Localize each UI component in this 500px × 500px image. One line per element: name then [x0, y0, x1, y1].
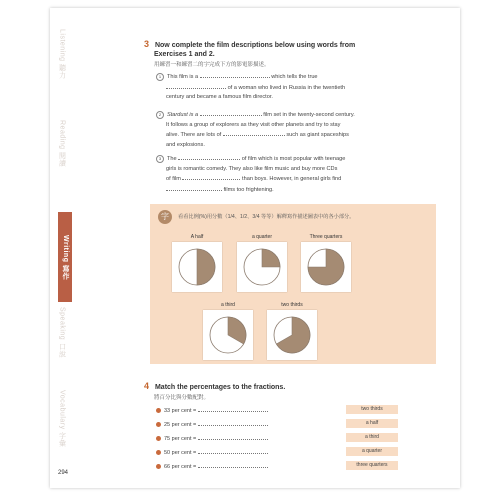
match-item-label: 33 per cent = — [164, 408, 197, 414]
pie-card — [237, 242, 287, 292]
pie-chart-half — [172, 242, 222, 292]
answer-blank[interactable] — [182, 174, 240, 180]
pie-label: A half — [190, 234, 204, 240]
item-text: The — [167, 156, 177, 162]
pie-chart-two-thirds — [267, 310, 317, 360]
item-text: such as giant spaceships — [286, 132, 349, 138]
pie-card — [172, 242, 222, 292]
book-page — [50, 8, 460, 488]
item-text: than boys. However, in general girls find — [242, 176, 342, 182]
pie-slice — [197, 249, 215, 285]
answer-blank[interactable] — [178, 154, 240, 160]
page-number: 294 — [58, 470, 69, 476]
fraction-option: two thirds — [346, 405, 398, 414]
pie-label: two thirds — [281, 302, 303, 308]
tip-icon: 字 — [158, 210, 172, 224]
pie-label: Three quarters — [309, 234, 343, 240]
answer-blank[interactable] — [198, 448, 268, 454]
item-text: films too frightening. — [223, 186, 274, 193]
pie-label: a third — [221, 302, 235, 308]
pie-chart-third — [203, 310, 253, 360]
item-number: 3 — [156, 155, 164, 163]
exercise-3-chinese-instruction: 用練習一和練習二的字完成下方的影電影描述。 — [154, 62, 270, 68]
exercise-4-heading — [144, 382, 444, 392]
item-text: which tells the true — [271, 74, 318, 80]
sidebar-tab-vocabulary[interactable]: Vocabulary 字彙 — [58, 390, 66, 448]
pie-slice — [262, 249, 280, 267]
answer-blank[interactable] — [198, 462, 268, 468]
exercise-3-item-3 — [156, 154, 436, 195]
item-text: century and became a famous film director. — [166, 94, 273, 100]
match-item-label: 50 per cent = — [164, 450, 197, 456]
fraction-option: a quarter — [346, 447, 398, 456]
match-item — [156, 406, 268, 414]
item-text: girls is romantic comedy. They also like film music and buy more CDs — [166, 165, 338, 172]
item-text: This film is a — [167, 74, 199, 80]
fractions-panel — [150, 204, 436, 364]
panel-instruction: 看看比例(%)用分數（1/4、1/2、3/4 等等）解釋寫作描述圖表中的各小部分。 — [178, 214, 355, 220]
answer-blank[interactable] — [200, 72, 270, 78]
answer-blank[interactable] — [198, 420, 268, 426]
item-text: alive. There are lots of — [166, 132, 222, 138]
sidebar-tab-writing[interactable]: Writing 寫作 — [58, 212, 72, 302]
pie-chart-three-quarters — [301, 242, 351, 292]
pie-card — [301, 242, 351, 292]
sidebar-tab-listening[interactable]: Listening 聽力 — [58, 29, 66, 79]
item-text: Stardust is a — [167, 112, 199, 118]
item-text: It follows a group of explorers as they visit other planets and try to stay — [166, 121, 341, 128]
exercise-3-item-2 — [156, 110, 436, 150]
answer-blank[interactable] — [200, 110, 262, 116]
answer-blank[interactable] — [198, 434, 268, 440]
sidebar-tab-reading[interactable]: Reading 閱讀 — [58, 120, 66, 168]
item-text: of a woman who lived in Russia in the twentieth — [227, 84, 346, 91]
item-number: 1 — [156, 73, 164, 81]
exercise-3-title-line2: Exercises 1 and 2. — [154, 51, 215, 58]
pie-card — [203, 310, 253, 360]
item-number: 2 — [156, 111, 164, 119]
exercise-3-item-1 — [156, 72, 436, 103]
match-item — [156, 434, 268, 442]
match-item — [156, 448, 268, 456]
exercise-3-title-line1: Now complete the film descriptions below using words from — [154, 42, 356, 49]
item-bullet-icon — [156, 422, 161, 427]
item-bullet-icon — [156, 436, 161, 441]
fraction-option: a third — [346, 433, 398, 442]
item-bullet-icon — [156, 450, 161, 455]
exercise-4-chinese-instruction: 將百分比與分數配對。 — [154, 395, 210, 401]
match-item-label: 75 per cent = — [164, 436, 197, 442]
pie-card — [267, 310, 317, 360]
answer-blank[interactable] — [166, 185, 222, 191]
exercise-3-heading — [144, 40, 444, 59]
match-item — [156, 420, 268, 428]
item-text: of film which is most popular with teenage — [241, 156, 346, 162]
pie-label: a quarter — [251, 234, 272, 240]
match-item-label: 25 per cent = — [164, 422, 197, 428]
item-text: of film — [166, 176, 181, 182]
item-bullet-icon — [156, 464, 161, 469]
fraction-option: three quarters — [346, 461, 398, 470]
exercise-3-number: 3 — [144, 39, 150, 49]
answer-blank[interactable] — [223, 130, 285, 136]
match-item-label: 66 per cent = — [164, 464, 197, 470]
sidebar — [50, 8, 70, 488]
item-text: film set in the twenty-second century. — [263, 112, 355, 118]
item-bullet-icon — [156, 408, 161, 413]
exercise-4-number: 4 — [144, 381, 150, 391]
exercise-4-title: Match the percentages to the fractions. — [154, 384, 286, 391]
match-item — [156, 462, 268, 470]
fraction-option: a half — [346, 419, 398, 428]
item-text: and explosions. — [166, 141, 205, 148]
answer-blank[interactable] — [166, 83, 226, 89]
pie-chart-quarter — [237, 242, 287, 292]
answer-blank[interactable] — [198, 406, 268, 412]
sidebar-tab-speaking[interactable]: Speaking 口說 — [58, 306, 66, 358]
